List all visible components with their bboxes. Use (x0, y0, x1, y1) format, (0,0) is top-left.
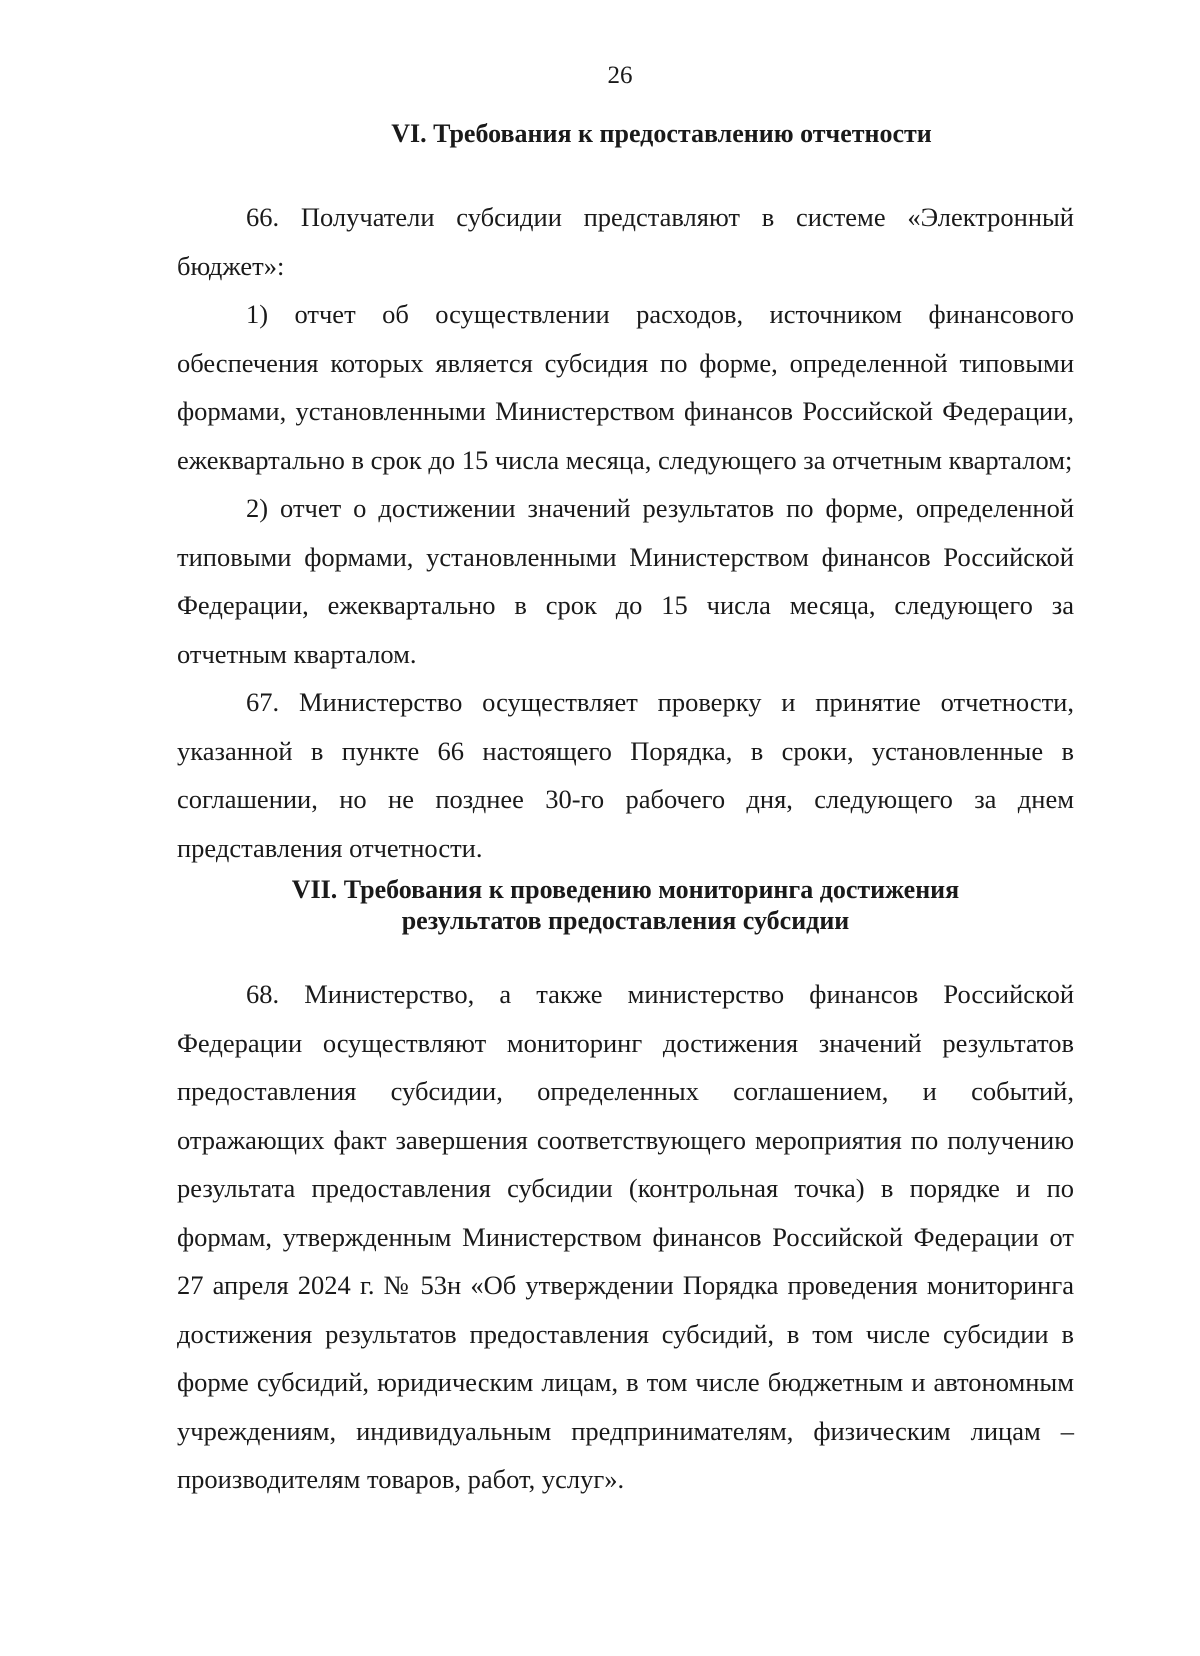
section-heading-vii (177, 874, 1074, 936)
page-number: 26 (607, 62, 633, 89)
paragraph-66: 66. Получатели субсидии представляют в системе «Электронный бюджет»: (177, 202, 1074, 281)
page-content (177, 118, 1074, 1504)
paragraph-67: 67. Министерство осуществляет проверку и принятие отчетности, указанной в пункте 66 настоящего Порядка, в сроки, установленные в соглашении, но не позднее 30-го рабочего дня, следующего за днем представления отчетности. (177, 687, 1074, 863)
paragraph-66-item-1: 1) отчет об осуществлении расходов, источником финансового обеспечения которых является субсидия по форме, определенной типовыми формами, установленными Министерством финансов Российской Федерации, ежеквартально в срок до 15 числа месяца, следующего за отчетным кварталом; (177, 299, 1074, 475)
paragraph-68: 68. Министерство, а также министерство финансов Российской Федерации осуществляют мониторинг достижения значений результатов предоставления субсидии, определенных соглашением, и событий, отражающих факт завершения соответствующего мероприятия по получению результата предоставления субсидии (контрольная точка) в порядке и по формам, утвержденным Министерством финансов Российской Федерации от 27 апреля 2024 г. № 53н «Об утверждении Порядка проведения мониторинга достижения результатов предоставления субсидий, в том числе субсидии в форме субсидий, юридическим лицам, в том числе бюджетным и автономным учреждениям, индивидуальным предпринимателям, физическим лицам – производителям товаров, работ, услуг». (177, 979, 1074, 1494)
section-heading-vi: VI. Требования к предоставлению отчетности (391, 119, 932, 148)
section-heading-vii-line1: VII. Требования к проведению мониторинга достижения (291, 875, 960, 904)
paragraph-66-item-2: 2) отчет о достижении значений результатов по форме, определенной типовыми формами, установленными Министерством финансов Российской Федерации, ежеквартально в срок до 15 числа месяца, следующего за отчетным кварталом. (177, 493, 1074, 669)
section-heading-vii-line2: результатов предоставления субсидии (401, 906, 850, 935)
